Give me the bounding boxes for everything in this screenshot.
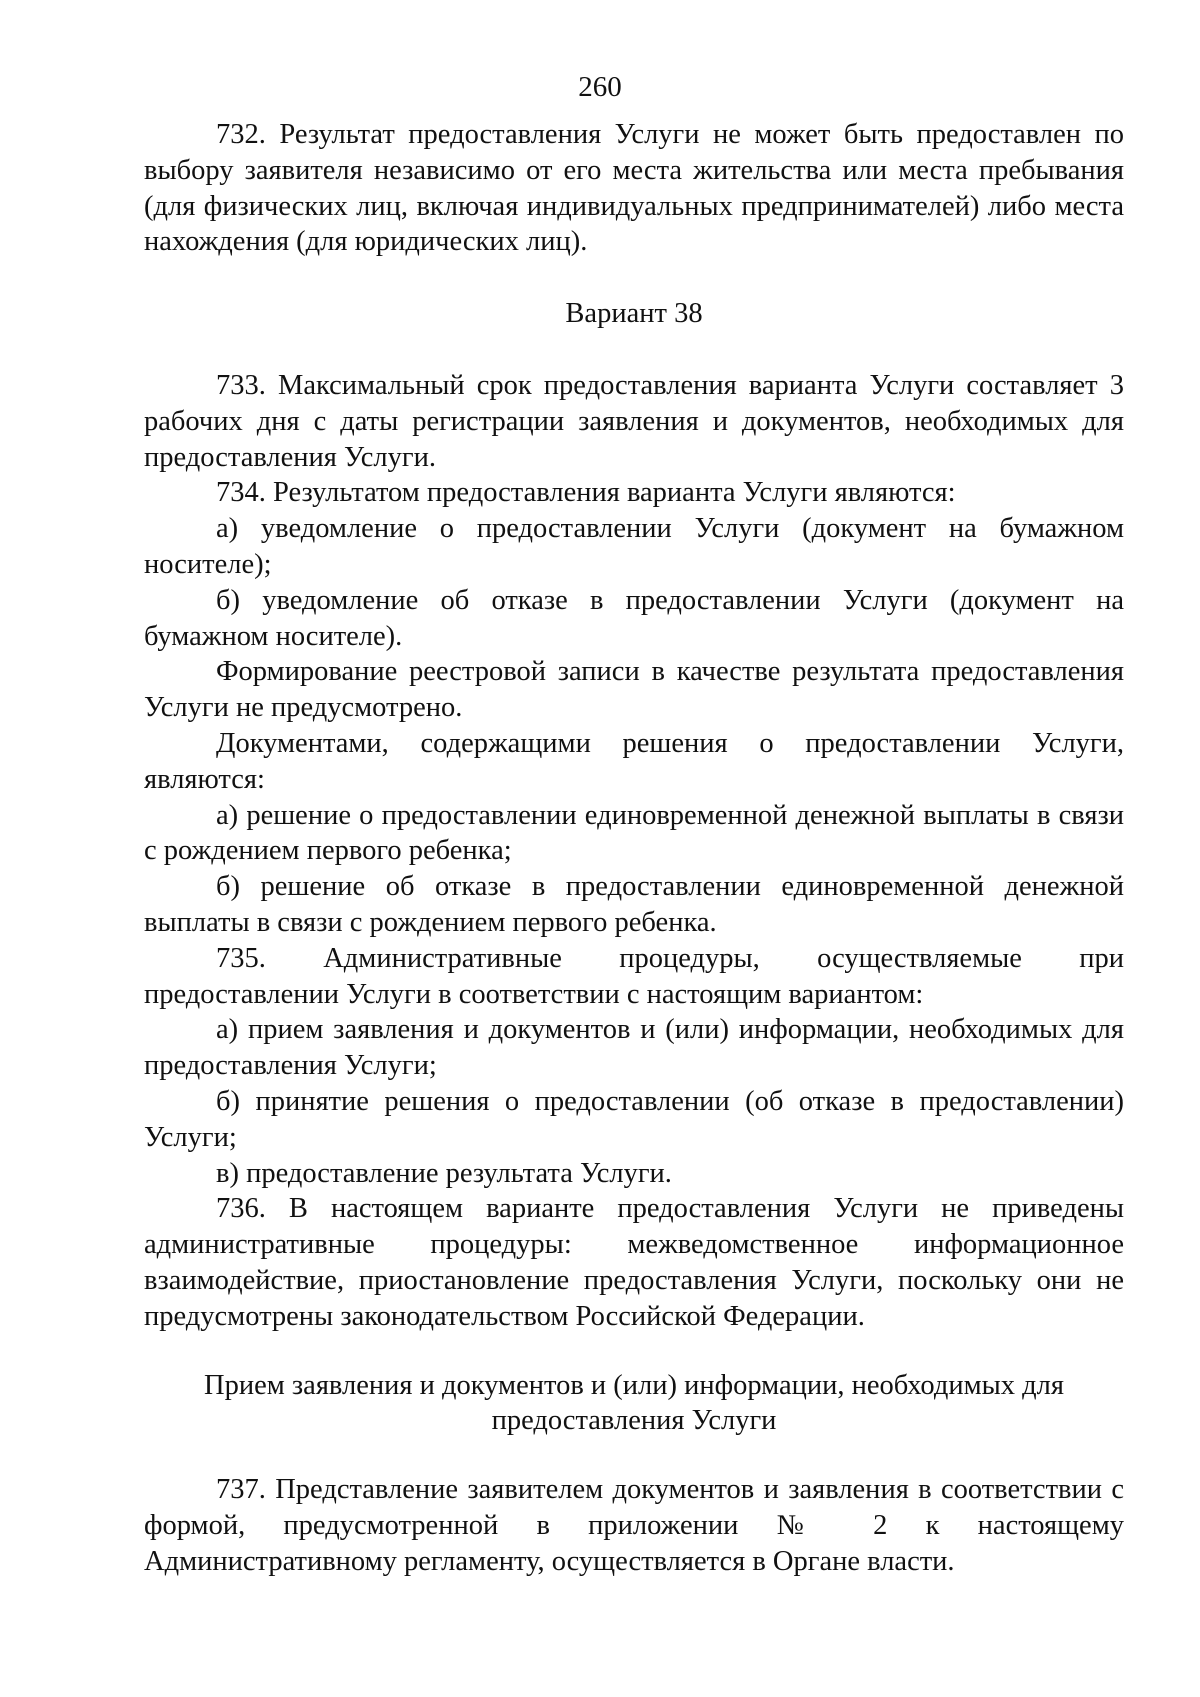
document-body <box>144 117 1124 1579</box>
spacer <box>144 1439 1124 1472</box>
paragraph-decision-docs: Документами, содержащими решения о предоставлении Услуги, являются: <box>144 727 1124 795</box>
paragraph-735-c: в) предоставление результата Услуги. <box>216 1157 672 1189</box>
spacer <box>144 332 1124 368</box>
paragraph-735-b: б) принятие решения о предоставлении (об отказе в предоставлении) Услуги; <box>144 1085 1124 1153</box>
section-heading-line-2: предоставления Услуги <box>491 1405 777 1437</box>
paragraph-registry-note: Формирование реестровой записи в качестве результата предоставления Услуги не предусмотрено. <box>144 656 1124 724</box>
paragraph-734: 734. Результатом предоставления варианта Услуги являются: <box>216 477 956 509</box>
spacer <box>144 260 1124 296</box>
paragraph-734-b: б) уведомление об отказе в предоставлении Услуги (документ на бумажном носителе). <box>144 584 1124 652</box>
section-heading-line-1: Прием заявления и документов и (или) информации, необходимых для <box>204 1369 1064 1401</box>
paragraph-733: 733. Максимальный срок предоставления варианта Услуги составляет 3 рабочих дня с даты регистрации заявления и документов, необходимых для предоставления Услуги. <box>144 369 1124 473</box>
paragraph-737: 737. Представление заявителем документов и заявления в соответствии с формой, предусмотренной в приложении № 2 к настоящему Административному регламенту, осуществляется в Органе власти. <box>144 1474 1124 1577</box>
paragraph-736: 736. В настоящем варианте предоставления Услуги не приведены административные процедуры: межведомственное информационное взаимодействие, приостановление предоставления Услуги, поскольку они не предусмотрены законодательством Российской Федерации. <box>144 1193 1124 1332</box>
paragraph-735-a: а) прием заявления и документов и (или) информации, необходимых для предоставления Услуги; <box>144 1014 1124 1082</box>
paragraph-735: 735. Административные процедуры, осуществляемые при предоставлении Услуги в соответствии с настоящим вариантом: <box>144 942 1124 1010</box>
paragraph-732: 732. Результат предоставления Услуги не может быть предоставлен по выбору заявителя независимо от его места жительства или места пребывания (для физических лиц, включая индивидуальных предпринимателей) либо места нахождения (для юридических лиц). <box>144 119 1124 258</box>
spacer <box>144 1335 1124 1368</box>
paragraph-decision-a: а) решение о предоставлении единовременной денежной выплаты в связи с рождением первого ребенка; <box>144 799 1124 867</box>
variant-heading: Вариант 38 <box>565 298 703 330</box>
page-number: 260 <box>578 71 622 103</box>
paragraph-734-a: а) уведомление о предоставлении Услуги (документ на бумажном носителе); <box>144 513 1124 580</box>
paragraph-decision-b: б) решение об отказе в предоставлении единовременной денежной выплаты в связи с рождением первого ребенка. <box>144 871 1124 938</box>
